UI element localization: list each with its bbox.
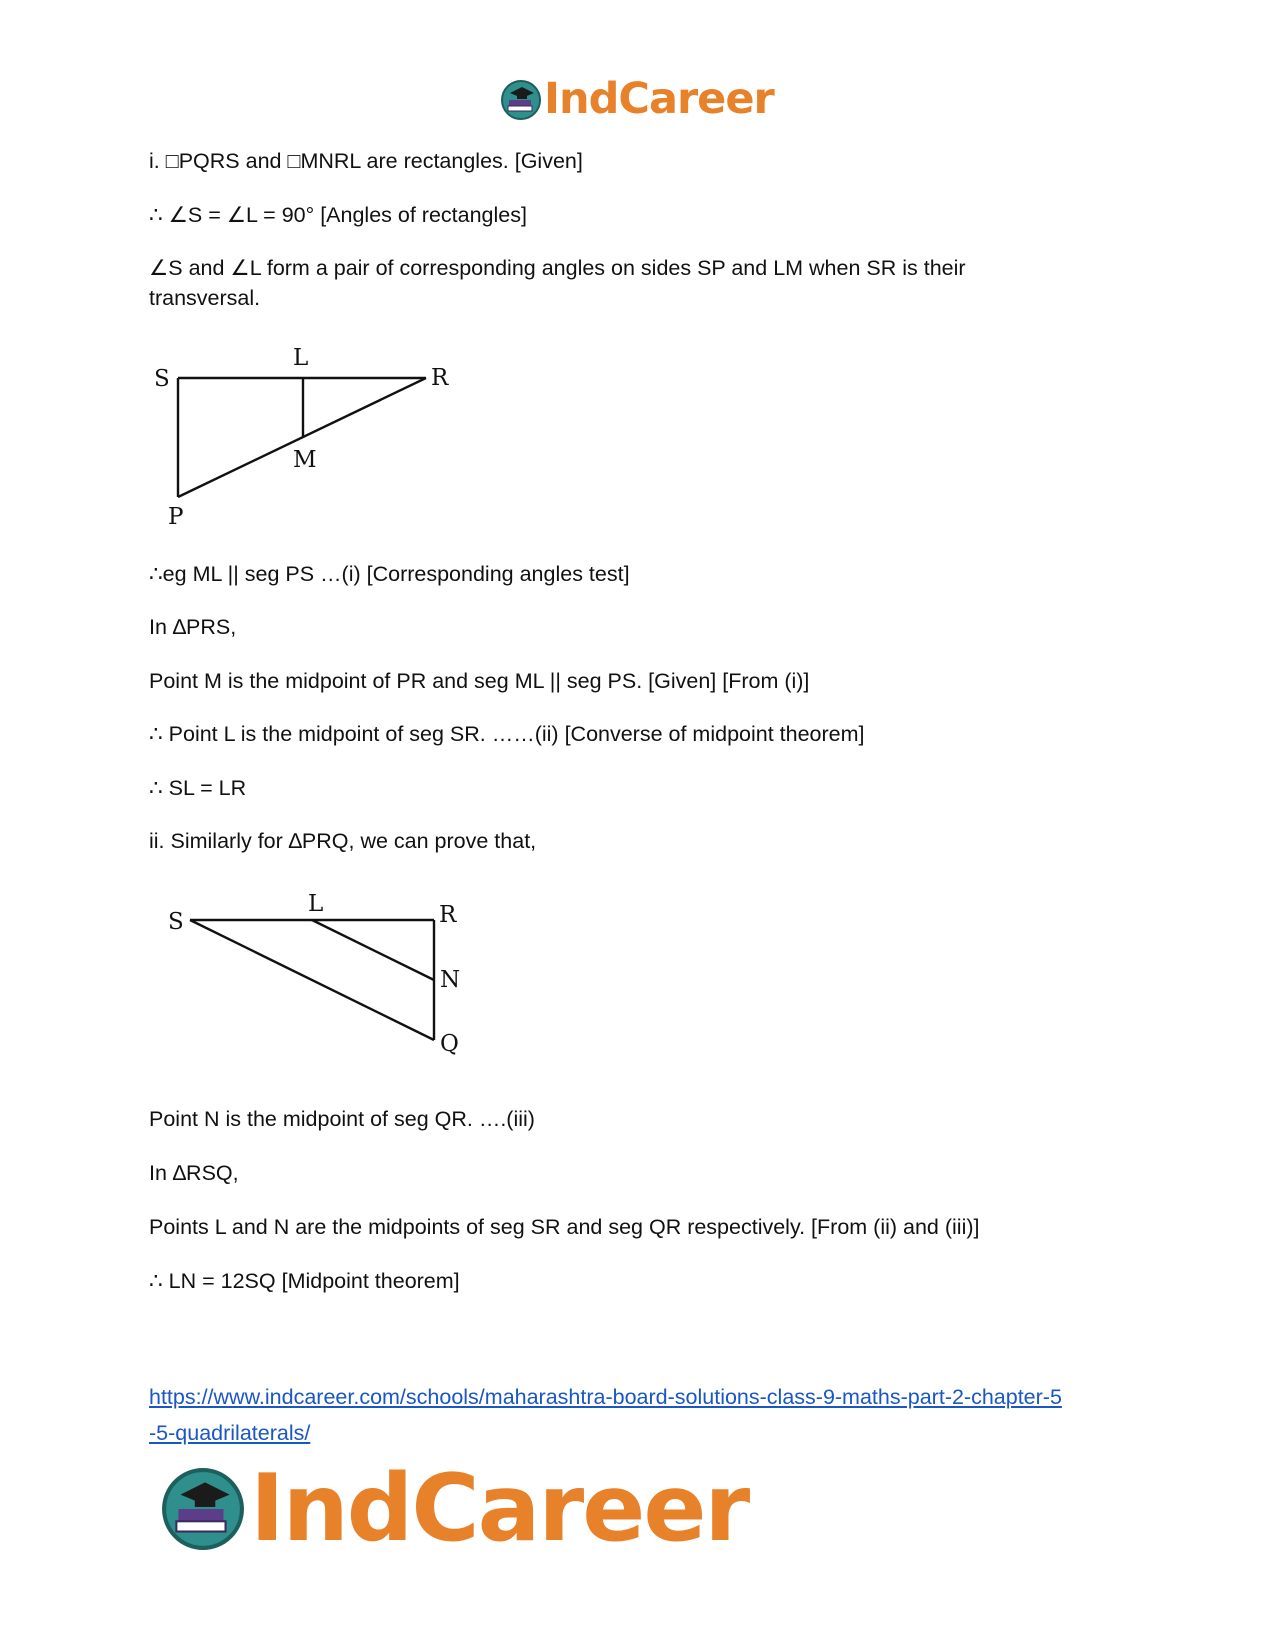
label-q: Q <box>440 1031 459 1057</box>
label-r: R <box>439 902 457 928</box>
label-s: S <box>154 366 170 392</box>
label-s: S <box>168 909 184 935</box>
source-link-line-2: -5-quadrilaterals/ <box>149 1421 311 1445</box>
line-l-n-midpoints: Points L and N are the midpoints of seg SR and seg QR respectively. [From (ii) and (iii)] <box>149 1215 980 1239</box>
label-l: L <box>293 345 309 371</box>
line-transversal: transversal. <box>149 286 261 310</box>
line-m-midpoint: Point M is the midpoint of PR and seg ML || seg PS. [Given] [From (i)] <box>149 669 810 693</box>
line-in-rsq: In ∆RSQ, <box>149 1161 239 1185</box>
label-p: P <box>168 504 184 530</box>
line-corresponding-angles: ∠S and ∠L form a pair of corresponding angles on sides SP and LM when SR is their <box>149 256 966 280</box>
line-similarly-prq: ii. Similarly for ∆PRQ, we can prove that, <box>149 829 537 853</box>
line-n-midpoint: Point N is the midpoint of seg QR. ….(iii) <box>149 1107 535 1131</box>
line-angles-equal: ∴ ∠S = ∠L = 90° [Angles of rectangles] <box>149 203 527 227</box>
line-in-prs: In ∆PRS, <box>149 615 237 639</box>
brand-wordmark: IndCareer <box>250 1454 749 1562</box>
label-l: L <box>308 891 324 917</box>
footer-logo <box>160 1454 749 1562</box>
graduation-book-icon <box>160 1466 246 1552</box>
source-link-line-1: https://www.indcareer.com/schools/maharashtra-board-solutions-class-9-maths-part-2-chapter-5 <box>149 1385 1062 1409</box>
line-sl-equals-lr: ∴ SL = LR <box>149 776 247 800</box>
label-m: M <box>293 447 317 473</box>
figure-triangle-prs <box>140 335 470 535</box>
line-ml-parallel-ps: ∴eg ML || seg PS …(i) [Corresponding angles test] <box>149 562 630 586</box>
header-logo <box>500 74 774 124</box>
source-link[interactable] <box>149 1379 1129 1451</box>
line-given-rectangles: i. □PQRS and □MNRL are rectangles. [Given] <box>149 149 583 173</box>
brand-wordmark: IndCareer <box>544 74 774 124</box>
seg-sq <box>190 920 434 1040</box>
figure-triangle-rsq <box>140 880 480 1090</box>
graduation-book-icon <box>500 79 542 121</box>
label-n: N <box>440 967 461 993</box>
seg-ln <box>312 920 434 980</box>
label-r: R <box>431 365 449 391</box>
line-l-midpoint: ∴ Point L is the midpoint of seg SR. ……(ii) [Converse of midpoint theorem] <box>149 722 865 746</box>
line-ln-half-sq: ∴ LN = 12SQ [Midpoint theorem] <box>149 1269 460 1293</box>
